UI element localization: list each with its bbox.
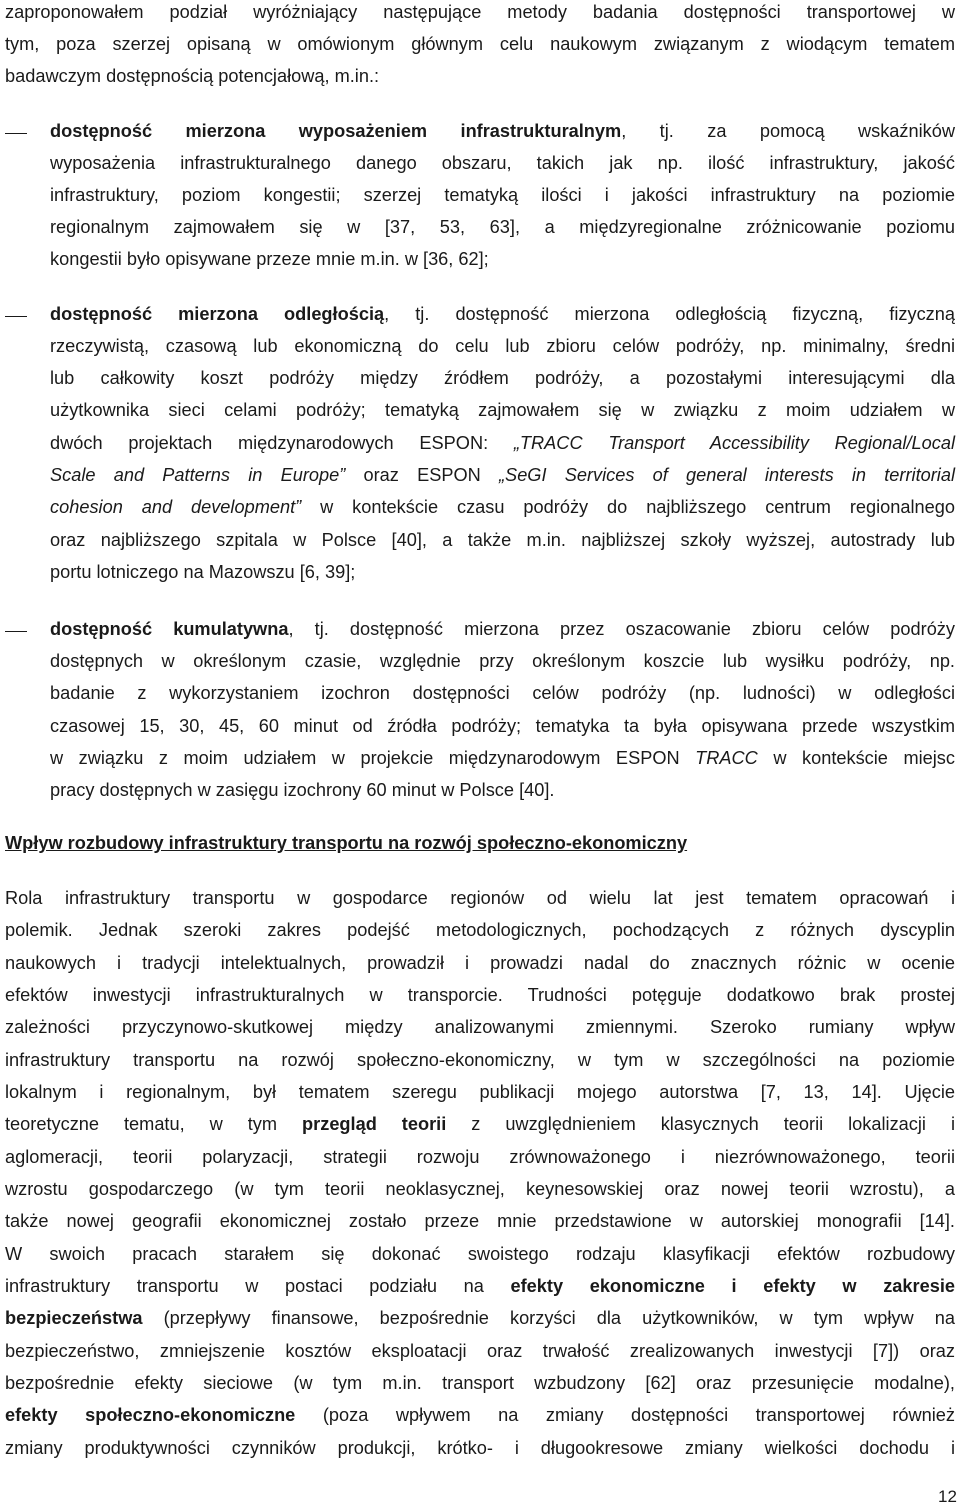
para-line: efektów inwestycji infrastrukturalnych w transporcie. Trudności potęguje dodatkowo brak prostej bbox=[5, 985, 955, 1005]
item-line: oraz najbliższego szpitala w Polsce [40], a także m.in. najbliższej szkoły wyższej, autostrady lub bbox=[50, 530, 955, 550]
item-line: dwóch projektach międzynarodowych ESPON: „TRACC Transport Accessibility Regional/Local bbox=[50, 433, 955, 453]
para-line: teoretyczne tematu, w tym przegląd teorii z uwzględnieniem klasycznych teorii lokalizacji i bbox=[5, 1114, 955, 1134]
item-line: dostępność mierzona odległością, tj. dostępność mierzona odległością fizyczną, fizyczną bbox=[50, 304, 955, 324]
item-line: lub całkowity koszt podróży między źródłem podróży, a pozostałymi interesującymi dla bbox=[50, 368, 955, 388]
item-line: Scale and Patterns in Europe” oraz ESPON „SeGI Services of general interests in territorial bbox=[50, 465, 955, 485]
section-heading: Wpływ rozbudowy infrastruktury transportu na rozwój społeczno-ekonomiczny bbox=[5, 833, 688, 853]
item-line: wyposażenia infrastrukturalnego danego obszaru, takich jak np. ilość infrastruktury, jakość bbox=[50, 153, 955, 173]
item-line: dostępnych w określonym czasie, względnie przy określonym koszcie lub wysiłku podróży, np. bbox=[50, 651, 955, 671]
para-line: bezpośrednie efekty sieciowe (w tym m.in. transport wzbudzony [62] oraz przesunięcie modalne), bbox=[5, 1373, 955, 1393]
item-line: pracy dostępnych w zasięgu izochrony 60 minut w Polsce [40]. bbox=[50, 780, 555, 800]
para-line: zmiany produktywności czynników produkcji, krótko- i długookresowe zmiany wielkości dochodu i bbox=[5, 1438, 955, 1458]
item-line: badanie z wykorzystaniem izochron dostępności celów podróży (np. ludności) w odległości bbox=[50, 683, 955, 703]
item-line: użytkownika sieci celami podróży; tematyką zajmowałem się w związku z moim udziałem w bbox=[50, 400, 955, 420]
intro-line: badawczym dostępnością potencjałową, m.in.: bbox=[5, 66, 380, 86]
dash-bullet-icon bbox=[5, 133, 27, 134]
item-line: regionalnym zajmowałem się w [37, 53, 63], a międzyregionalne zróżnicowanie poziomu bbox=[50, 217, 955, 237]
intro-line: zaproponowałem podział wyróżniający następujące metody badania dostępności transportowej w bbox=[5, 2, 955, 22]
item-line: cohesion and development” w kontekście czasu podróży do najbliższego centrum regionalnego bbox=[50, 497, 955, 517]
para-line: aglomeracji, teorii polaryzacji, strategii rozwoju zrównoważonego i niezrównoważonego, teorii bbox=[5, 1147, 955, 1167]
intro-line: tym, poza szerzej opisaną w omówionym głównym celu naukowym związanym z wiodącym tematem bbox=[5, 34, 955, 54]
item-line: rzeczywistą, czasową lub ekonomiczną do celu lub zbioru celów podróży, np. minimalny, średni bbox=[50, 336, 955, 356]
para-line: Rola infrastruktury transportu w gospodarce regionów od wielu lat jest tematem opracowań i bbox=[5, 888, 955, 908]
para-line: także nowej geografii ekonomicznej zostało przeze mnie przedstawione w autorskiej monografii [14]. bbox=[5, 1211, 955, 1231]
para-line: naukowych i tradycji intelektualnych, prowadził i prowadzi nadal do znacznych różnic w ocenie bbox=[5, 953, 955, 973]
item-line: dostępność kumulatywna, tj. dostępność mierzona przez oszacowanie zbioru celów podróży bbox=[50, 619, 955, 639]
para-line: lokalnym i regionalnym, był tematem szeregu publikacji mojego autorstwa [7, 13, 14]. Ujęcie bbox=[5, 1082, 955, 1102]
para-line: polemik. Jednak szeroki zakres podejść metodologicznych, pochodzących z różnych dyscyplin bbox=[5, 920, 955, 940]
para-line: W swoich pracach starałem się dokonać swoistego rodzaju klasyfikacji efektów rozbudowy bbox=[5, 1244, 955, 1264]
dash-bullet-icon bbox=[5, 631, 27, 632]
para-line: bezpieczeństwa (przepływy finansowe, bezpośrednie korzyści dla użytkowników, w tym wpływ na bbox=[5, 1308, 955, 1328]
para-line: wzrostu gospodarczego (w tym teorii neoklasycznej, keynesowskiej oraz nowej teorii wzrostu), a bbox=[5, 1179, 955, 1199]
item-line: portu lotniczego na Mazowszu [6, 39]; bbox=[50, 562, 356, 582]
para-line: zależności przyczynowo-skutkowej między analizowanymi zmiennymi. Szeroko rumiany wpływ bbox=[5, 1017, 955, 1037]
para-line: infrastruktury transportu w postaci podziału na efekty ekonomiczne i efekty w zakresie bbox=[5, 1276, 955, 1296]
page-number: 12 bbox=[938, 1487, 957, 1506]
item-line: czasowej 15, 30, 45, 60 minut od źródła podróży; tematyka ta była opisywana przede wszystkim bbox=[50, 716, 955, 736]
para-line: bezpieczeństwo, zmniejszenie kosztów eksploatacji oraz trwałość zrealizowanych inwestycji [7]) oraz bbox=[5, 1341, 955, 1361]
para-line: efekty społeczno-ekonomiczne (poza wpływem na zmiany dostępności transportowej również bbox=[5, 1405, 955, 1425]
item-line: w związku z moim udziałem w projekcie międzynarodowym ESPON TRACC w kontekście miejsc bbox=[50, 748, 955, 768]
item-line: dostępność mierzona wyposażeniem infrastrukturalnym, tj. za pomocą wskaźników bbox=[50, 121, 956, 141]
item-line: kongestii było opisywane przeze mnie m.in. w [36, 62]; bbox=[50, 249, 489, 269]
item-line: infrastruktury, poziom kongestii; szerzej tematyką ilości i jakości infrastruktury na poziomie bbox=[50, 185, 955, 205]
dash-bullet-icon bbox=[5, 316, 27, 317]
para-line: infrastruktury transportu na rozwój społeczno-ekonomiczny, w tym w szczególności na poziomie bbox=[5, 1050, 955, 1070]
